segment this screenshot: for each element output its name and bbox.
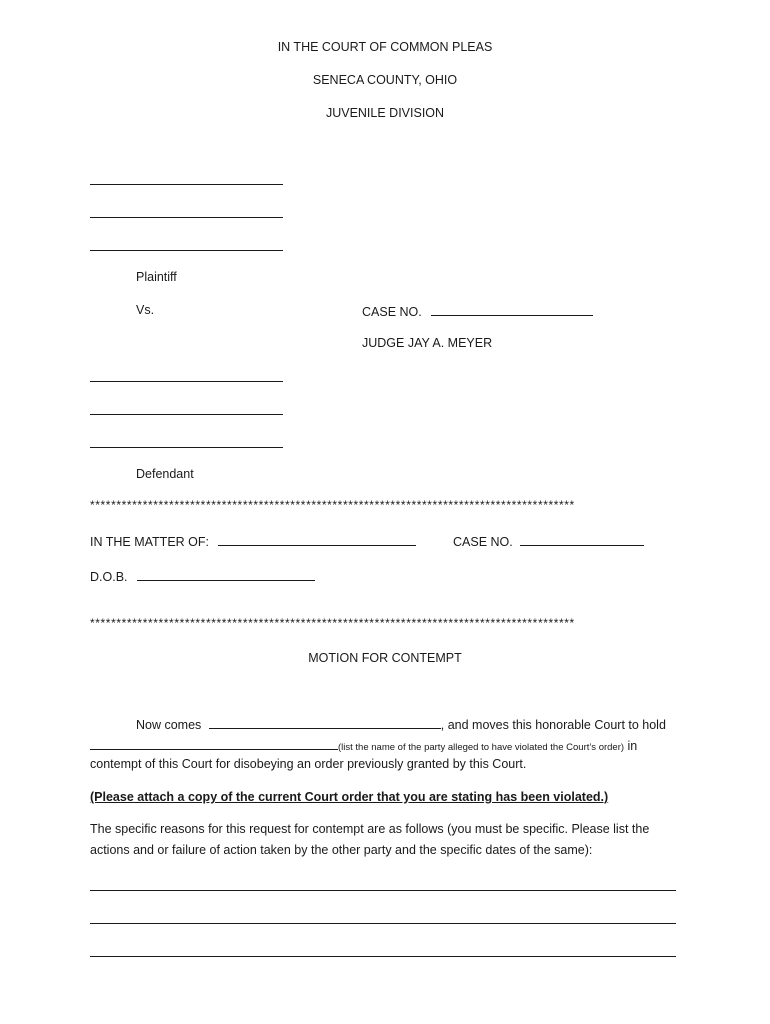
matter-case-number-label: CASE NO. xyxy=(453,535,513,549)
defendant-label: Defendant xyxy=(136,467,194,481)
separator-bottom: ******************************************************************************************** xyxy=(90,616,575,630)
defendant-name-line-2[interactable] xyxy=(90,402,283,415)
defendant-name-line-1[interactable] xyxy=(90,369,283,382)
court-name: IN THE COURT OF COMMON PLEAS xyxy=(277,40,493,54)
division-name: JUVENILE DIVISION xyxy=(325,106,445,120)
matter-case-number-row xyxy=(453,533,644,549)
now-comes-label: Now comes xyxy=(136,718,202,732)
reasons-answer-line-2[interactable] xyxy=(90,911,676,924)
plaintiff-label: Plaintiff xyxy=(136,270,177,284)
matter-name-field[interactable] xyxy=(218,533,416,546)
now-comes-row xyxy=(136,716,666,732)
reasons-line-1: The specific reasons for this request for contempt are as follows (you must be specific. Please list the xyxy=(90,822,650,836)
vs-label: Vs. xyxy=(136,303,155,317)
matter-case-number-field[interactable] xyxy=(520,533,644,546)
case-number-label: CASE NO. xyxy=(362,305,422,319)
dob-label: D.O.B. xyxy=(90,570,128,584)
matter-row xyxy=(90,533,416,549)
case-number-row xyxy=(362,303,593,319)
party-row xyxy=(90,737,637,753)
motion-title: MOTION FOR CONTEMPT xyxy=(308,651,462,665)
party-note: (list the name of the party alleged to have violated the Court’s order) xyxy=(338,742,625,753)
party-name-field[interactable] xyxy=(90,737,338,750)
reasons-answer-line-3[interactable] xyxy=(90,944,676,957)
contempt-line: contempt of this Court for disobeying an order previously granted by this Court. xyxy=(90,757,527,771)
county-name: SENECA COUNTY, OHIO xyxy=(312,73,458,87)
moves-text: , and moves this honorable Court to hold xyxy=(440,718,666,732)
attach-note: (Please attach a copy of the current Court order that you are stating has been violated.) xyxy=(90,790,609,804)
plaintiff-name-line-2[interactable] xyxy=(90,205,283,218)
plaintiff-name-line-1[interactable] xyxy=(90,172,283,185)
separator-top: ******************************************************************************************** xyxy=(90,498,575,512)
plaintiff-name-line-3[interactable] xyxy=(90,238,283,251)
defendant-name-line-3[interactable] xyxy=(90,435,283,448)
case-number-field[interactable] xyxy=(431,303,593,316)
reasons-answer-line-1[interactable] xyxy=(90,878,676,891)
reasons-line-2: actions and or failure of action taken by the other party and the specific dates of the same): xyxy=(90,843,593,857)
in-text: in xyxy=(624,739,638,753)
matter-label: IN THE MATTER OF: xyxy=(90,535,209,549)
dob-field[interactable] xyxy=(137,568,315,581)
movant-name-field[interactable] xyxy=(209,716,441,729)
judge-name: JUDGE JAY A. MEYER xyxy=(362,336,493,350)
dob-row xyxy=(90,568,315,584)
